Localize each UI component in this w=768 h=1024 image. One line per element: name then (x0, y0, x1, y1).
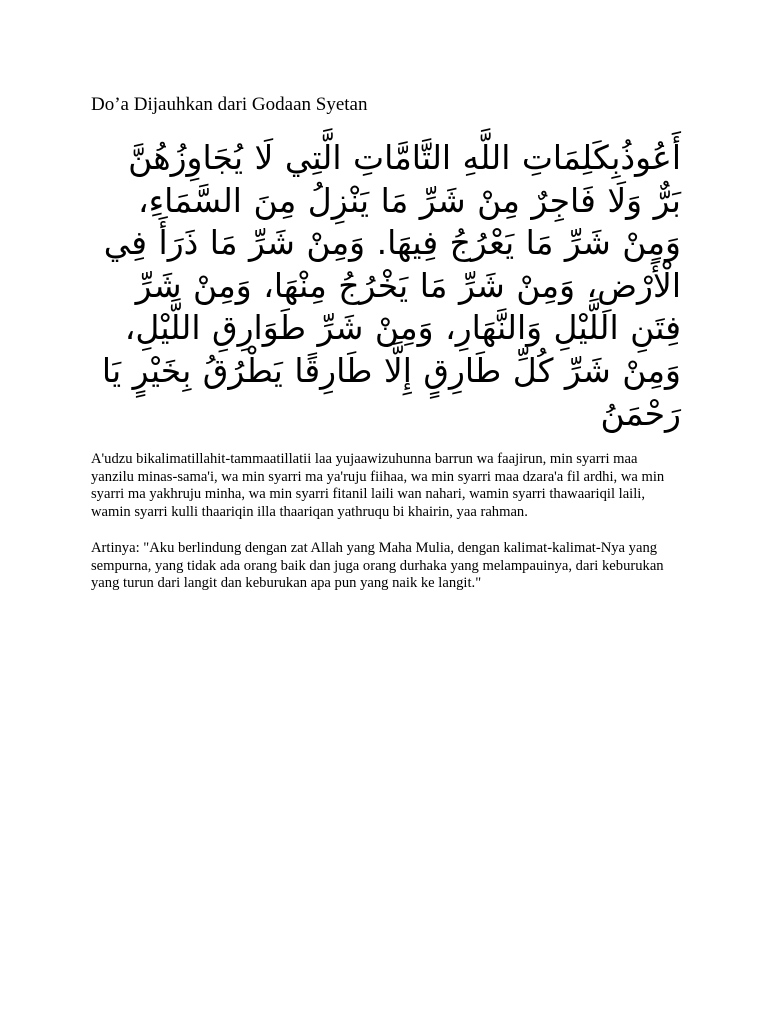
transliteration-paragraph: A'udzu bikalimatillahit-tammaatillatii laa yujaawizuhunna barrun wa faajirun, min syarri maa yanzilu minas-sama'i, wa min syarri ma ya'ruju fiihaa, wa min syarri maa dzara'a fil ardhi, wa min syarri ma yakhruju minha, wa min syarri fitanil laili wan nahari, wamin syarri thawaariqil laili, wamin syarri kulli thaariqin illa thaariqan yathruqu bi khairin, yaa rahman. (91, 451, 665, 520)
doc-title: Do’a Dijauhkan dari Godaan Syetan (91, 94, 368, 115)
translation-paragraph: Artinya: "Aku berlindung dengan zat Allah yang Maha Mulia, dengan kalimat-kalimat-Nya yang sempurna, yang tidak ada orang baik dan juga orang durhaka yang melampauinya, dari keburukan yang turun dari langit dan keburukan apa pun yang naik ke langit." (91, 540, 664, 592)
arabic-prayer-text: أَعُوذُبِكَلِمَاتِ اللَّهِ التَّامَّاتِ الَّتِي لَا يُجَاوِزُهُنَّ بَرٌّ وَلَا فَاجِرٌ مِنْ شَرِّ مَا يَنْزِلُ مِنَ السَّمَاءِ، وَمِنْ شَرِّ مَا يَعْرُجُ فِيهَا. وَمِنْ شَرِّ مَا ذَرَأَ فِي الْأَرْضِ، وَمِنْ شَرِّ مَا يَخْرُجُ مِنْهَا، وَمِنْ شَرِّ فِتَنِ اللَّيْلِ وَالنَّهَارِ، وَمِنْ شَرِّ طَوَارِقِ اللَّيْلِ، وَمِنْ شَرِّ كُلِّ طَارِقٍ إِلَّا طَارِقًا يَطْرُقُ بِخَيْرٍ يَا رَحْمَنُ (101, 138, 681, 433)
